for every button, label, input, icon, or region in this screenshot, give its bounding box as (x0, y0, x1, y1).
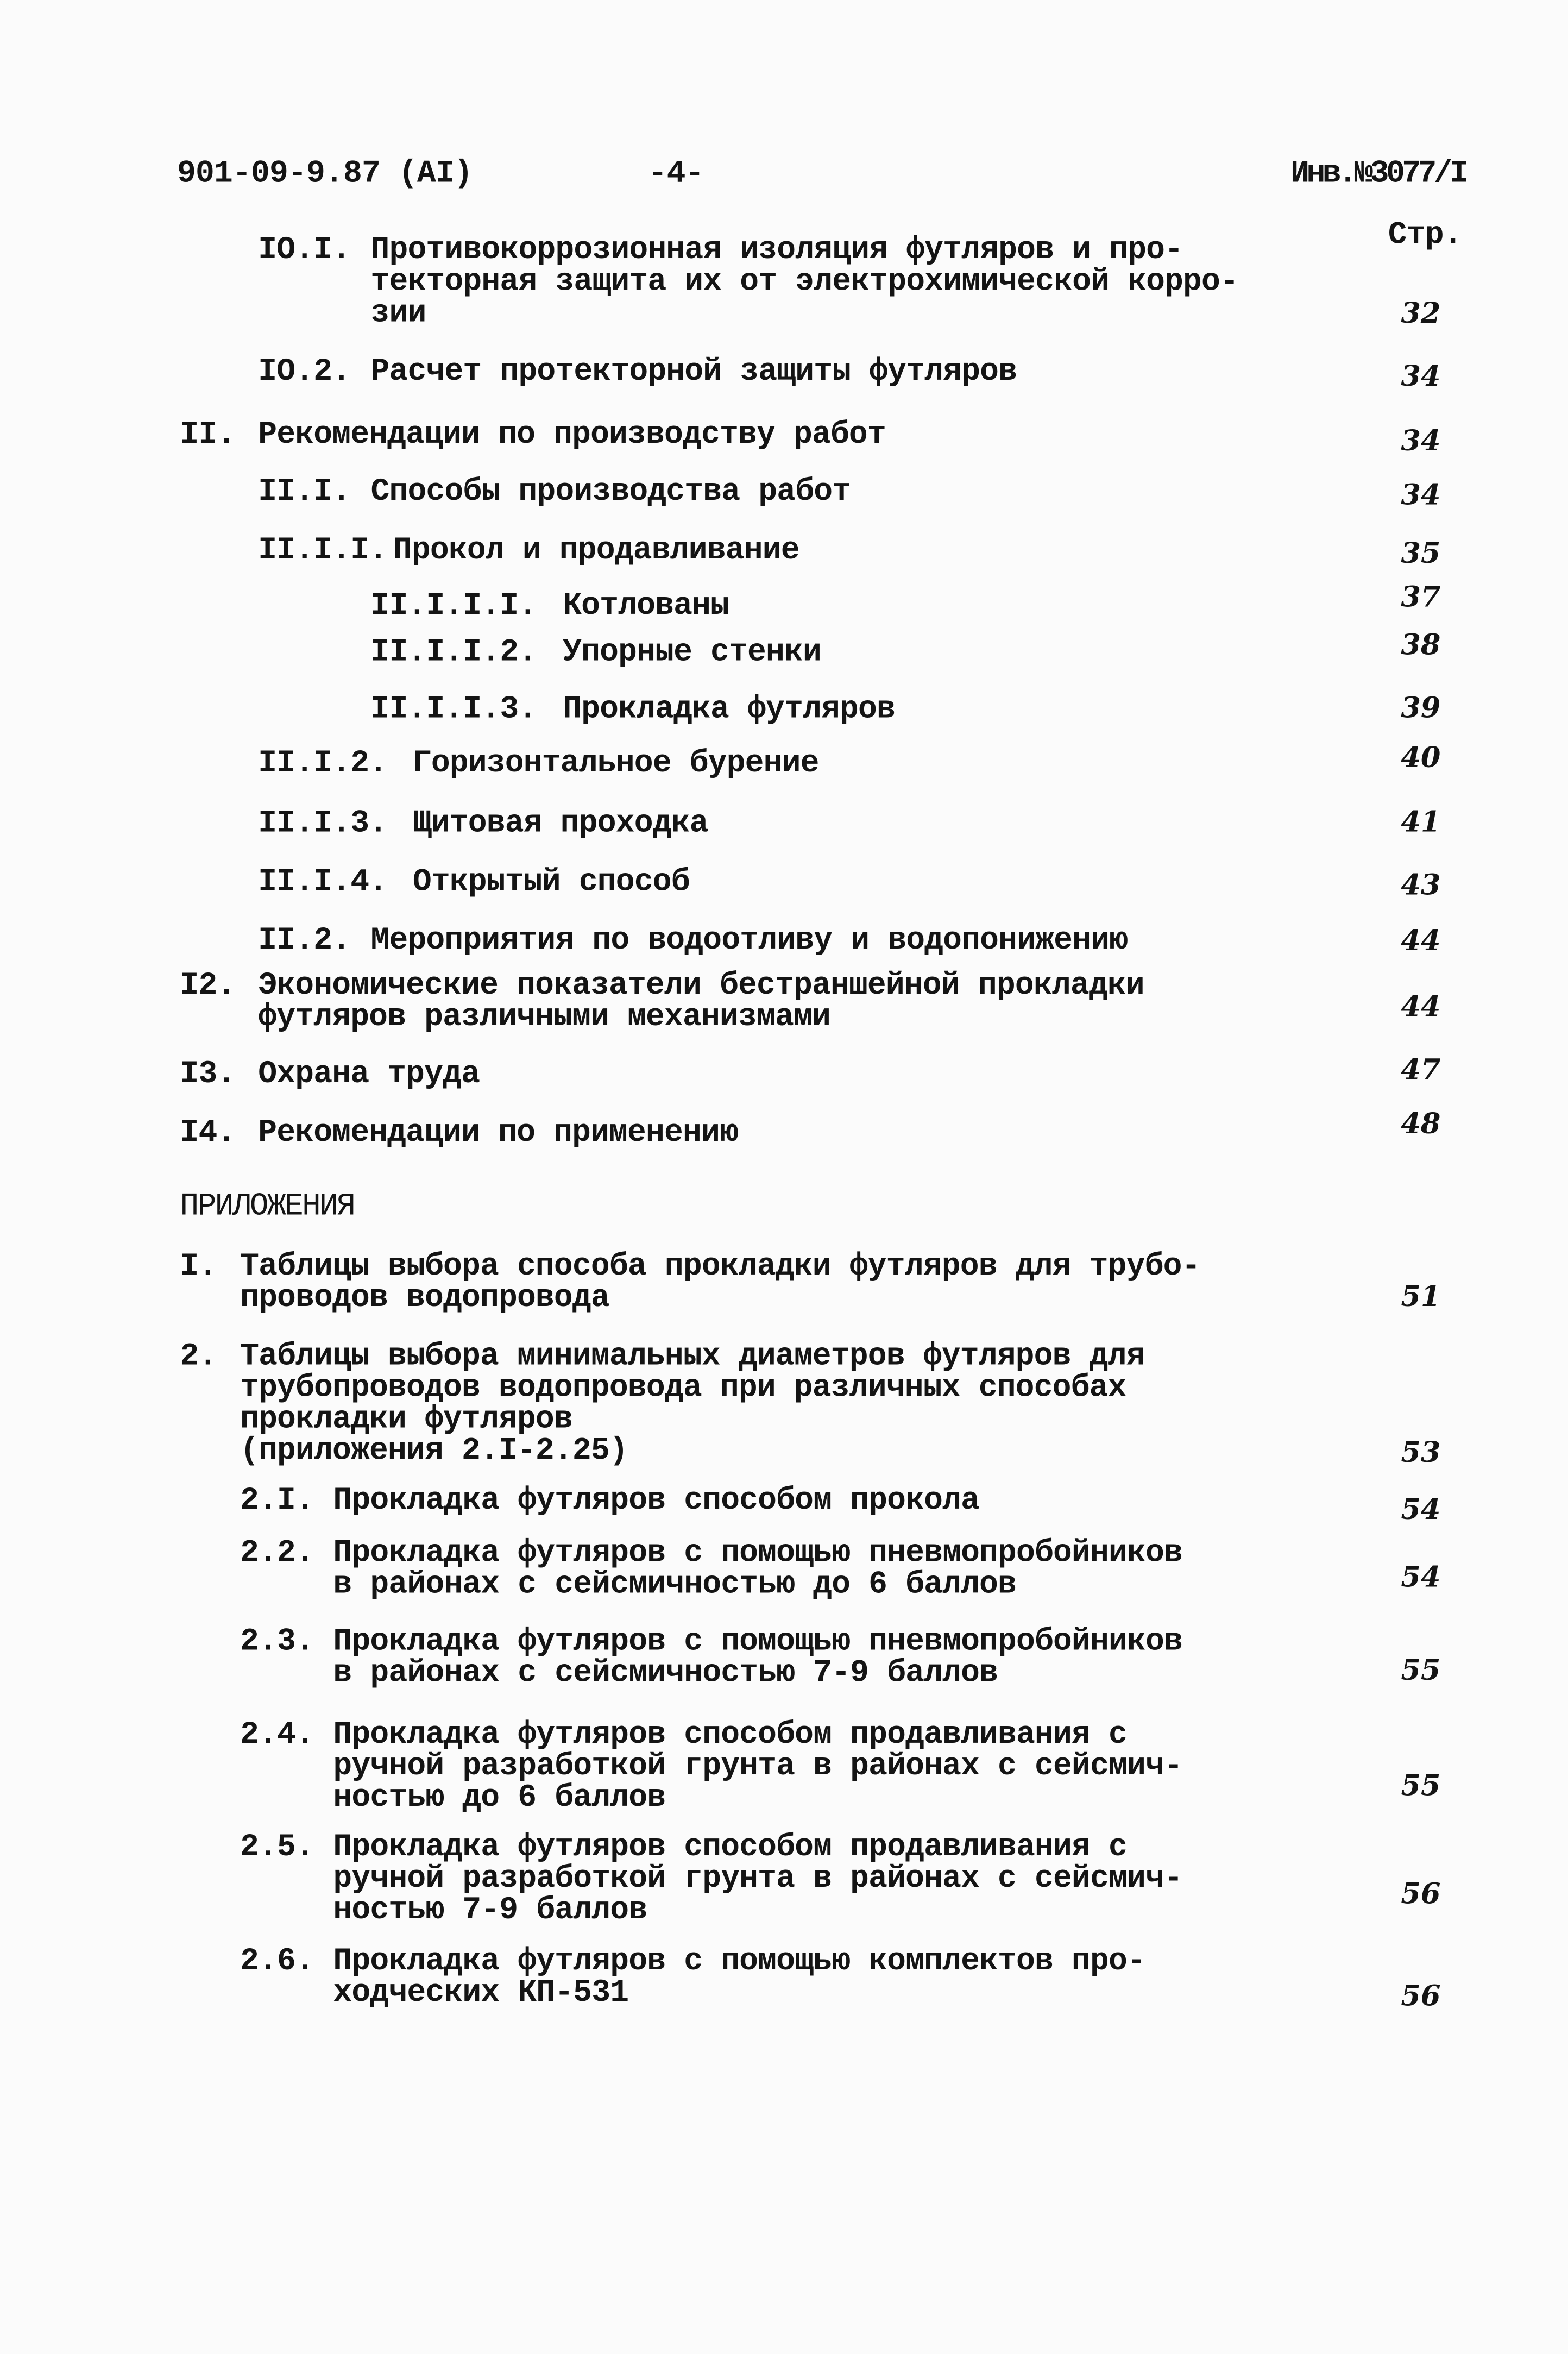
toc-entry-title-line: Рекомендации по производству работ (258, 418, 886, 454)
toc-entry-title-line: Открытый способ (412, 866, 690, 901)
toc-entry-number: 2.4. (240, 1718, 314, 1754)
toc-entry-number: II.I.I.3. (370, 693, 537, 729)
toc-entry-title-line: Расчет протекторной защиты футляров (370, 355, 1017, 391)
toc-entry-title-line: Таблицы выбора минимальных диаметров футляров для (240, 1340, 1145, 1375)
toc-entry-title-line: текторная защита их от электрохимической корро- (370, 266, 1239, 300)
toc-entry-title-line: проводов водопровода (240, 1282, 609, 1317)
toc-entry-title-line: Прокладка футляров (563, 693, 895, 729)
page-number: -4- (648, 158, 704, 192)
toc-entry-page: 48 (1401, 1108, 1441, 1141)
toc-entry-title-line: Способы производства работ (370, 475, 851, 511)
toc-entry-page: 34 (1401, 360, 1441, 393)
toc-entry-title-line: Противокоррозионная изоляция футляров и про- (370, 234, 1183, 269)
toc-entry-number: 2.5. (240, 1831, 314, 1866)
toc-entry-title-line: ручной разработкой грунта в районах с сейсмич- (333, 1862, 1182, 1898)
toc-entry-page: 44 (1401, 990, 1441, 1024)
toc-entry-number: II.2. (258, 925, 351, 959)
toc-entry-page: 39 (1401, 692, 1441, 725)
toc-entry-title: Прокол и продавливание (393, 534, 799, 569)
toc-entry-title-line: прокладки футляров (240, 1403, 572, 1438)
toc-entry-title-line: в районах с сейсмичностью до 6 баллов (333, 1568, 1017, 1603)
toc-entry-page: 54 (1401, 1561, 1441, 1595)
toc-entry-title-line: Мероприятия по водоотливу и водопонижению (370, 925, 1128, 959)
toc-entry-page: 51 (1401, 1280, 1441, 1314)
toc-entry-page: 38 (1401, 629, 1441, 662)
toc-entry-title-line: Котлованы (563, 589, 729, 625)
toc-entry-number: I4. (180, 1116, 236, 1152)
toc-entry-title-line: Горизонтальное бурение (412, 747, 819, 782)
toc-entry-page: 44 (1401, 925, 1441, 958)
toc-entry-number: II.I. (258, 475, 351, 511)
toc-entry-title-line: трубопроводов водопровода при различных способах (240, 1372, 1126, 1407)
toc-entry-number: I. (180, 1250, 217, 1285)
toc-entry-page: 56 (1401, 1878, 1441, 1911)
toc-entry-number: IO.2. (258, 355, 351, 391)
toc-entry-page: 55 (1401, 1769, 1441, 1803)
toc-entry-number: I3. (180, 1058, 236, 1093)
toc-entry-page: 40 (1401, 741, 1441, 775)
toc-entry-number: II.I.I.2. (370, 636, 537, 671)
inventory-number: Инв.№3077/I (1290, 158, 1466, 192)
toc-entry-number: II.I.I.I. (370, 589, 537, 625)
toc-entry-number: II. (180, 418, 236, 454)
toc-entry-page: 53 (1401, 1436, 1441, 1470)
toc-entry-title-line: Рекомендации по применению (258, 1116, 739, 1152)
toc-entry-page: 34 (1401, 479, 1441, 512)
toc-entry-number: 2.6. (240, 1945, 314, 1980)
toc-entry-number: 2.3. (240, 1625, 314, 1660)
toc-entry-page: 41 (1401, 806, 1441, 839)
toc-entry-title-line: зии (370, 297, 426, 332)
toc-entry-title-line: Охрана труда (258, 1058, 480, 1093)
toc-entry-title-line: Прокладка футляров с помощью пневмопробойников (333, 1537, 1182, 1572)
toc-entry-number: II.I.3. (258, 807, 388, 843)
toc-entry-number: 2.2. (240, 1537, 314, 1572)
toc-entry-title-line: Прокладка футляров способом продавливания с (333, 1718, 1128, 1754)
toc-entry-title-line: ностью 7-9 баллов (333, 1894, 647, 1929)
toc-entry-number: II.I.I. (258, 534, 388, 569)
document-code: 901-09-9.87 (AI) (177, 158, 473, 192)
toc-entry-page: 55 (1401, 1654, 1441, 1687)
toc-entry-title-line: ностью до 6 баллов (333, 1781, 666, 1817)
appendix-heading: ПРИЛОЖЕНИЯ (180, 1190, 355, 1225)
toc-entry-page: 35 (1401, 537, 1441, 570)
toc-entry-number: IO.I. (258, 234, 351, 269)
toc-entry-title-line: Прокладка футляров способом продавливания с (333, 1831, 1128, 1866)
toc-entry-title-line: Щитовая проходка (412, 807, 708, 843)
toc-entry-number: I2. (180, 969, 236, 1005)
page-column-label: Стр. (1388, 219, 1462, 254)
toc-entry-number: 2. (180, 1340, 217, 1375)
toc-entry-title-line: Экономические показатели бестраншейной прокладки (258, 969, 1144, 1005)
toc-entry-title-line: ходческих КП-531 (333, 1976, 629, 2012)
toc-entry-page: 34 (1401, 424, 1441, 458)
toc-entry-title-line: футляров различными механизмами (258, 1001, 830, 1036)
toc-entry-page: 43 (1401, 869, 1441, 902)
toc-entry-title-line: (приложения 2.I-2.25) (240, 1435, 628, 1470)
toc-entry-title-line: Таблицы выбора способа прокладки футляров для трубо- (240, 1250, 1200, 1285)
toc-entry-page: 56 (1401, 1980, 1441, 2013)
toc-entry-page: 47 (1401, 1053, 1441, 1087)
toc-entry-number: II.I.2. (258, 747, 388, 782)
toc-entry-page: 54 (1401, 1493, 1441, 1527)
toc-entry-page: 37 (1401, 581, 1441, 614)
toc-entry-number: II.I.4. (258, 866, 388, 901)
toc-entry-title-line: в районах с сейсмичностью 7-9 баллов (333, 1657, 998, 1692)
toc-entry-title-line: Прокладка футляров способом прокола (333, 1484, 980, 1520)
toc-entry-title-line: ручной разработкой грунта в районах с сейсмич- (333, 1750, 1182, 1785)
toc-entry-title-line: Прокладка футляров с помощью комплектов про- (333, 1945, 1145, 1980)
toc-entry-title-line: Прокладка футляров с помощью пневмопробойников (333, 1625, 1182, 1660)
toc-entry-page: 32 (1401, 297, 1441, 330)
toc-entry-number: 2.I. (240, 1484, 314, 1520)
toc-entry-title-line: Упорные стенки (563, 636, 822, 671)
